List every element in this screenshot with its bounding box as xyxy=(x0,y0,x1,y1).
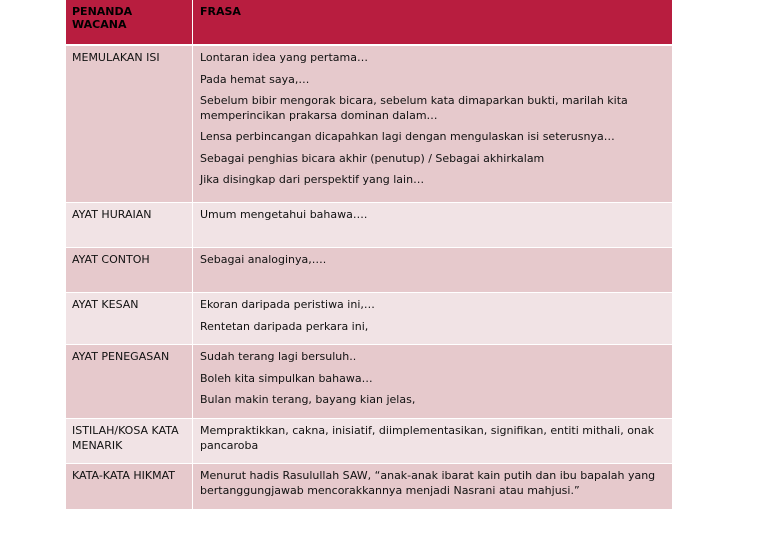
phrase: Mempraktikkan, cakna, inisiatif, diimplementasikan, signifikan, entiti mithali, onak pancaroba xyxy=(200,424,655,452)
row-label: AYAT HURAIAN xyxy=(66,203,193,247)
row-phrases xyxy=(193,248,672,292)
table-row xyxy=(66,248,672,293)
row-phrases xyxy=(193,345,672,418)
phrase: Ekoran daripada peristiwa ini,… xyxy=(200,298,375,311)
discourse-markers-table xyxy=(66,0,672,509)
table-row xyxy=(66,203,672,248)
table-row xyxy=(66,293,672,345)
header-penanda-wacana: PENANDA WACANA xyxy=(66,0,193,44)
table-row xyxy=(66,345,672,419)
phrase: Menurut hadis Rasulullah SAW, “anak-anak ibarat kain putih dan ibu bapalah yang bertanggungjawab mencorakkannya menjadi Nasrani atau mahjusi.” xyxy=(200,469,656,497)
phrase: Bulan makin terang, bayang kian jelas, xyxy=(200,393,416,406)
phrase: Rentetan daripada perkara ini, xyxy=(200,319,369,333)
header-frasa: FRASA xyxy=(200,5,241,18)
row-label: AYAT KESAN xyxy=(66,293,193,344)
phrase: Boleh kita simpulkan bahawa… xyxy=(200,371,373,385)
table-row xyxy=(66,419,672,464)
phrase: Sebagai analoginya,…. xyxy=(200,253,327,266)
phrase: Sudah terang lagi bersuluh.. xyxy=(200,350,357,363)
phrase: Umum mengetahui bahawa…. xyxy=(200,208,368,221)
row-phrases xyxy=(193,464,672,509)
row-phrases xyxy=(193,46,672,202)
row-label: MEMULAKAN ISI xyxy=(66,46,193,202)
phrase: Lensa perbincangan dicapahkan lagi dengan mengulaskan isi seterusnya… xyxy=(200,130,615,143)
row-label: ISTILAH/KOSA KATA MENARIK xyxy=(66,419,193,463)
row-phrases xyxy=(193,203,672,247)
row-phrases xyxy=(193,293,672,344)
table-row xyxy=(66,464,672,509)
phrase: Sebelum bibir mengorak bicara, sebelum kata dimaparkan bukti, marilah kita memperincikan prakarsa dominan dalam… xyxy=(200,94,628,122)
table-header-row xyxy=(66,0,672,46)
row-label: KATA-KATA HIKMAT xyxy=(66,464,193,509)
phrase: Jika disingkap dari perspektif yang lain… xyxy=(200,173,425,186)
phrase: Pada hemat saya,… xyxy=(200,72,310,86)
table-row xyxy=(66,46,672,203)
phrase: Sebagai penghias bicara akhir (penutup) / Sebagai akhirkalam xyxy=(200,151,545,165)
row-phrases xyxy=(193,419,672,463)
phrase: Lontaran idea yang pertama… xyxy=(200,51,368,64)
row-label: AYAT CONTOH xyxy=(66,248,193,292)
row-label: AYAT PENEGASAN xyxy=(66,345,193,418)
